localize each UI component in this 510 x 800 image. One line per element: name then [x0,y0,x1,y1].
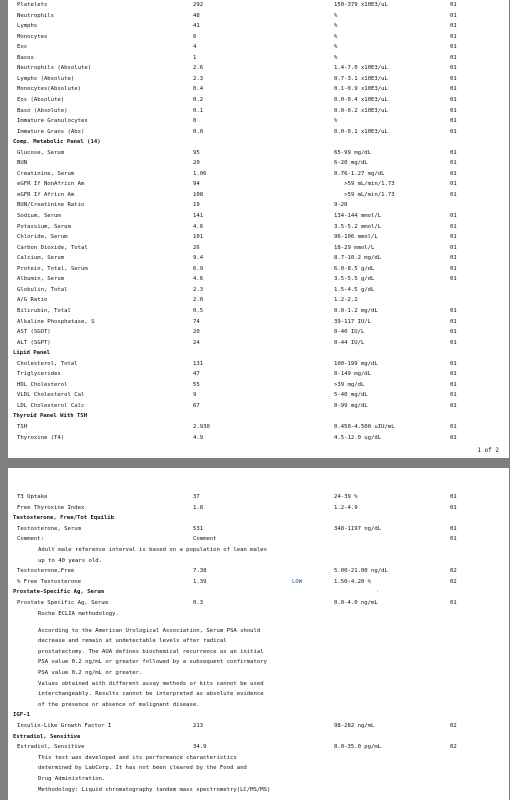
reference-interval: >59 mL/min/1.73 [334,181,395,188]
lab-code: 01 [450,128,457,135]
table-row [8,381,509,390]
table-row [8,107,509,116]
test-name: Insulin-Like Growth Factor I [17,722,112,729]
reference-interval: 0.0-4.0 ng/mL [334,600,378,606]
test-name: Basos [17,54,34,61]
result-value: 1.8 [193,504,204,511]
table-row [8,423,509,432]
table-row [8,96,509,105]
comment-text: decrease and remain at undetectable levels after radical [38,638,227,645]
lab-code: 01 [450,86,457,93]
table-row [8,599,509,608]
reference-interval: 1.50-4.20 % [334,578,372,585]
result-value: 20 [193,160,200,167]
test-name: BUN [17,160,28,167]
report-page-2 [8,468,509,800]
lab-code: 01 [450,371,457,378]
lab-code: 01 [450,536,457,543]
test-name: Triglycerides [17,371,61,378]
table-row [8,254,509,263]
table-row [8,170,509,179]
lab-code: 01 [450,181,457,188]
reference-interval: 4.5-12.0 ug/dL [334,434,382,441]
reference-interval: 3.5-5.2 mmol/L [334,223,382,230]
comment-text: up to 40 years old. [38,557,102,564]
result-value: 292 [193,2,204,8]
lab-code: 01 [450,339,457,346]
test-name: VLDL Cholesterol Cal [17,392,85,399]
test-name: Globulin, Total [17,286,68,293]
table-row [8,493,509,502]
test-name: Potassium, Serum [17,223,71,230]
test-name: Free Thyroxine Index [17,504,85,511]
reference-interval: >59 mL/min/1.73 [334,191,395,198]
test-name: % Free Testosterone [17,578,81,585]
test-name: Eos (Absolute) [17,96,65,103]
test-name: Testosterone,Free [17,568,75,575]
reference-interval: 150-379 x10E3/uL [334,2,388,8]
comment-text: prostatectomy. The AUA defines biochemical recurrence as an initial [38,648,264,655]
reference-interval: 18-29 mmol/L [334,244,375,251]
result-value: 0.1 [193,107,204,114]
reference-interval: 24-39 % [334,494,358,500]
result-value: 0.0 [193,128,204,135]
lab-code: 02 [450,578,457,585]
reference-interval: % [334,12,338,19]
table-row [8,54,509,63]
result-value: 55 [193,381,200,388]
test-name: Alkaline Phosphatase, S [17,318,95,325]
test-name: Bilirubin, Total [17,307,71,314]
reference-interval: 0.76-1.27 mg/dL [334,170,385,177]
result-value: 6 [193,33,197,40]
test-name: Calcium, Serum [17,255,65,262]
comment-text: Roche ECLIA methodology. [38,610,119,617]
test-name: Lymphs (Absolute) [17,75,75,82]
test-name: A/G Ratio [17,297,48,304]
lab-code: 01 [450,65,457,72]
comment-text: PSA value 0.2 ng/mL or greater. [38,669,143,676]
result-value: 37 [193,494,200,500]
test-name: Carbon Dioxide, Total [17,244,88,251]
reference-interval: 9-20 [334,202,348,209]
test-name: eGFR If NonAfricn Am [17,181,85,188]
reference-interval: 100-199 mg/dL [334,360,378,367]
reference-interval: % [334,118,338,125]
lab-code: 01 [450,307,457,314]
result-value: 4.6 [193,276,204,283]
reference-interval: 1.4-7.0 x10E3/uL [334,65,388,72]
table-row [8,391,509,400]
result-value: 213 [193,722,204,729]
reference-interval: 1.5-4.5 g/dL [334,286,375,293]
reference-interval: 0.0-1.2 mg/dL [334,307,378,314]
table-row [8,223,509,232]
table-row [8,201,509,210]
section-header [8,711,509,720]
result-value: 2.3 [193,286,204,293]
result-value: 26 [193,244,200,251]
test-name: Platelets [17,2,48,8]
lab-code: 01 [450,2,457,8]
reference-interval: % [334,44,338,51]
cursor-mark: · [376,588,380,595]
result-value: 7.38 [193,568,207,575]
result-value: 1 [193,54,197,61]
test-panel-name: Testosterone, Free/Tot Equilib [13,515,115,522]
lab-code: 01 [450,96,457,103]
section-header [8,138,509,147]
lab-code: 01 [450,244,457,251]
test-name: Baso (Absolute) [17,107,68,114]
result-value: 9.4 [193,255,204,262]
test-name: Immature Granulocytes [17,118,88,125]
reference-interval: 0-40 IU/L [334,329,365,336]
page-separator [0,458,510,468]
test-name: AST (SGOT) [17,329,51,336]
reference-interval: 0.450-4.500 uIU/mL [334,424,395,430]
table-row [8,12,509,21]
lab-code: 02 [450,568,457,575]
table-row [8,722,509,731]
table-row [8,296,509,305]
lab-code: 01 [450,360,457,367]
lab-code: 01 [450,434,457,441]
lab-code: 01 [450,23,457,30]
test-name: Estradiol, Sensitive [17,744,85,751]
result-value: 94 [193,181,200,188]
table-row [8,328,509,337]
result-value: 95 [193,149,200,156]
result-value: 101 [193,234,204,241]
result-value: 20 [193,329,200,336]
reference-interval: 8.7-10.2 mg/dL [334,255,382,262]
comment-text: Adult male reference interval is based on a population of lean males [38,547,268,553]
table-row [8,504,509,513]
comment-text: of the presence or absence of malignant disease. [38,701,200,708]
lab-code: 01 [450,318,457,325]
result-value: 0.2 [193,96,204,103]
lab-code: 01 [450,118,457,125]
lab-code: 01 [450,525,457,532]
test-name: Creatinine, Serum [17,170,75,177]
reference-interval: 6-20 mg/dL [334,160,368,167]
comment-text: determined by LabCorp. It has not been cleared by the Food and [38,765,247,772]
table-row [8,743,509,752]
table-row [8,370,509,379]
result-value: 67 [193,402,200,409]
lab-code: 01 [450,255,457,262]
result-value: 1.39 [193,578,207,585]
test-name: Thyroxine (T4) [17,434,65,441]
lab-code: 02 [450,722,457,729]
test-panel-name: Comp. Metabolic Panel (14) [13,139,101,146]
table-row [8,525,509,534]
reference-interval: 0.1-0.9 x10E3/uL [334,86,388,93]
reference-interval: 6.0-8.5 g/dL [334,265,375,272]
test-name: Prostate Specific Ag, Serum [17,600,108,606]
reference-interval: 96-106 mmol/L [334,234,378,241]
page-number: 1 of 2 [477,447,499,454]
reference-interval: 5.00-21.00 ng/dL [334,568,388,575]
test-name: Monocytes(Absolute) [17,86,81,93]
table-row [8,402,509,411]
lab-code: 01 [450,213,457,219]
test-name: Testosterone, Serum [17,525,81,532]
reference-interval: % [334,33,338,40]
table-row [8,22,509,31]
table-row [8,244,509,253]
table-row [8,578,509,587]
comment-text: According to the American Urological Association, Serum PSA should [38,627,261,634]
test-panel-name: IGF-1 [13,712,30,719]
test-panel-name: Thyroid Panel With TSH [13,413,88,420]
test-name: LDL Cholesterol Calc [17,402,85,409]
lab-code: 01 [450,149,457,156]
table-row [8,265,509,274]
lab-code: 01 [450,12,457,19]
lab-code: 01 [450,265,457,272]
test-name: Eos [17,44,28,51]
result-value: 108 [193,191,204,198]
lab-code: 01 [450,107,457,114]
test-name: Monocytes [17,33,48,40]
section-header [8,412,509,421]
comment-text: Values obtained with different assay methods or kits cannot be used [38,680,264,687]
table-row [8,64,509,73]
test-name: HDL Cholesterol [17,381,68,388]
test-name: ALT (SGPT) [17,339,51,346]
result-value: 2.3 [193,75,204,82]
comment-text: interchangeably. Results cannot be interpreted as absolute evidence [38,691,264,698]
lab-code: 01 [450,44,457,51]
result-value: 4.6 [193,223,204,230]
comment-text: This test was developed and its performance characteristics [38,754,237,761]
result-value: 0.3 [193,600,204,606]
result-value: 34.9 [193,744,207,751]
reference-interval: 0.7-3.1 x10E3/uL [334,75,388,82]
table-row [8,75,509,84]
comment-text: PSA value 0.2 ng/mL or greater followed by a subsequent confirmatory [38,659,268,666]
result-value: 9 [193,392,197,399]
lab-code: 01 [450,170,457,177]
result-value: 24 [193,339,200,346]
table-row [8,233,509,242]
lab-code: 01 [450,402,457,409]
reference-interval: 0-44 IU/L [334,339,365,346]
reference-interval: 0-149 mg/dL [334,371,372,378]
lab-code: 01 [450,504,457,511]
table-row [8,191,509,200]
test-panel-name: Lipid Panel [13,350,51,357]
result-value: 6.9 [193,265,204,272]
lab-code: 01 [450,276,457,283]
reference-interval: 1.2-4.9 [334,504,358,511]
lab-code: 01 [450,223,457,230]
result-value: 1.06 [193,170,207,177]
table-row [8,43,509,52]
table-row [8,535,509,544]
comment-text: Drug Administration. [38,775,106,782]
test-name: TSH [17,424,28,430]
reference-interval: 8.0-35.0 pg/mL [334,744,382,751]
test-name: T3 Uptake [17,494,48,500]
table-row [8,286,509,295]
reference-interval: 1.2-2.2 [334,297,358,304]
section-header [8,514,509,523]
table-row [8,318,509,327]
reference-interval: 348-1197 ng/dL [334,525,382,532]
comment-text: Methodology: Liquid chromatography tandem mass spectrometry(LC/MS/MS) [38,786,271,793]
table-row [8,339,509,348]
lab-code: 01 [450,54,457,61]
lab-code: 02 [450,744,457,751]
test-name: Cholesterol, Total [17,360,78,367]
reference-interval: 5-40 mg/dL [334,392,368,399]
section-header [8,733,509,742]
test-name: BUN/Creatinine Ratio [17,202,85,209]
test-name: eGFR If Africn Am [17,191,75,198]
lab-code: 01 [450,234,457,241]
table-row [8,159,509,168]
test-name: Chloride, Serum [17,234,68,241]
test-name: Comment: [17,536,44,543]
table-row [8,149,509,158]
lab-code: 01 [450,424,457,430]
test-name: Neutrophils (Absolute) [17,65,92,72]
table-row [8,180,509,189]
lab-code: 01 [450,494,457,500]
reference-interval: 0.0-0.2 x10E3/uL [334,107,388,114]
reference-interval: >39 mg/dL [334,381,365,388]
lab-code: 01 [450,160,457,167]
flag-indicator: LOW [292,578,303,585]
lab-code: 01 [450,75,457,82]
result-value: 531 [193,525,204,532]
result-value: 0 [193,118,197,125]
result-value: 141 [193,213,204,219]
reference-interval: 0.0-0.4 x10E3/uL [334,96,388,103]
test-name: Albumin, Serum [17,276,65,283]
reference-interval: 134-144 mmol/L [334,213,382,219]
result-value: 47 [193,371,200,378]
table-row [8,434,509,443]
result-value: 131 [193,360,204,367]
lab-code: 01 [450,33,457,40]
test-name: Lymphs [17,23,38,30]
section-header [8,588,509,597]
result-value: 0.5 [193,307,204,314]
test-name: Protein, Total, Serum [17,265,88,272]
result-value: 74 [193,318,200,325]
test-name: Sodium, Serum [17,213,61,219]
reference-interval: 0-99 mg/dL [334,402,368,409]
reference-interval: % [334,23,338,30]
reference-interval: 39-117 IU/L [334,318,372,325]
reference-interval: 0.0-0.1 x10E3/uL [334,128,388,135]
lab-code: 01 [450,392,457,399]
section-header [8,349,509,358]
result-value: 48 [193,12,200,19]
table-row [8,1,509,10]
lab-code: 01 [450,600,457,606]
table-row [8,360,509,369]
reference-interval: 65-99 mg/dL [334,149,372,156]
result-value: 19 [193,202,200,209]
test-name: Immature Grans (Abs) [17,128,85,135]
test-panel-name: Prostate-Specific Ag, Serum [13,589,104,596]
test-name: Neutrophils [17,12,55,19]
result-value: Comment [193,536,217,543]
table-row [8,275,509,284]
reference-interval: 3.5-5.5 g/dL [334,276,375,283]
reference-interval: 98-282 ng/mL [334,722,375,729]
report-page-1 [8,0,509,458]
result-value: 41 [193,23,200,30]
reference-interval: % [334,54,338,61]
table-row [8,33,509,42]
result-value: 0.4 [193,86,204,93]
test-panel-name: Estradiol, Sensitive [13,733,81,740]
result-value: 2.0 [193,297,204,304]
lab-code: 01 [450,381,457,388]
table-row [8,128,509,137]
table-row [8,567,509,576]
result-value: 4 [193,44,197,51]
lab-code: 01 [450,191,457,198]
lab-code: 01 [450,329,457,336]
result-value: 2.930 [193,424,210,430]
table-row [8,212,509,221]
test-name: Glucose, Serum [17,149,65,156]
table-row [8,85,509,94]
table-row [8,117,509,126]
result-value: 4.9 [193,434,204,441]
result-value: 2.6 [193,65,204,72]
table-row [8,307,509,316]
